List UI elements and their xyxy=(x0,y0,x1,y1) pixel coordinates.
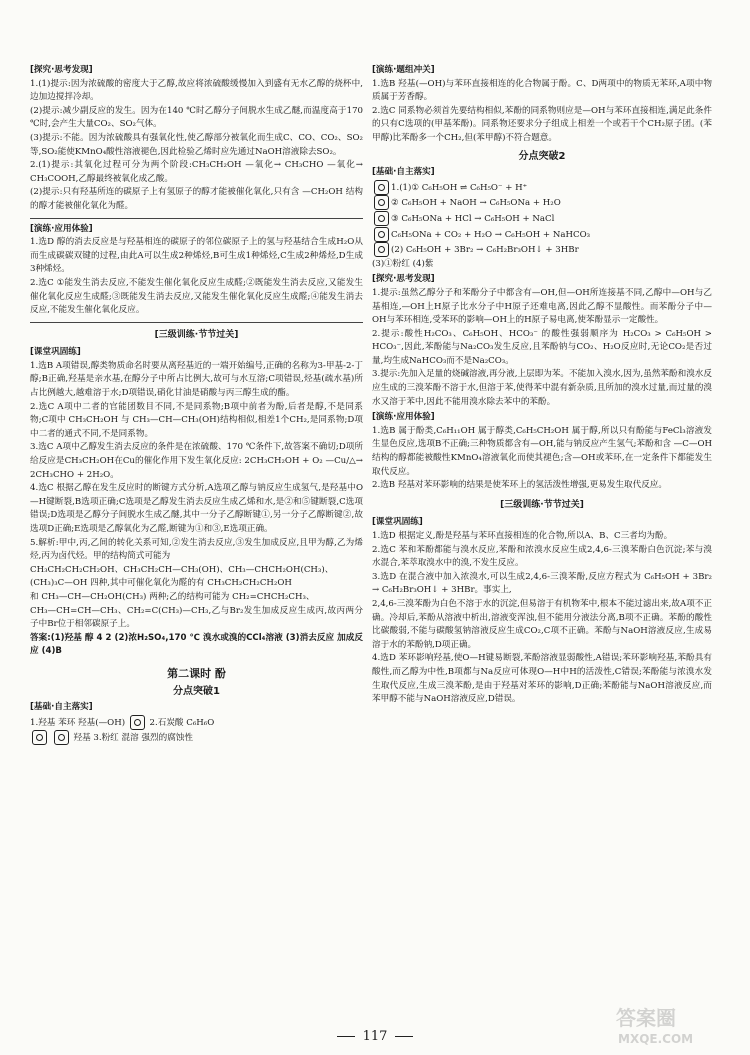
equation-text: ③ C₆H₅ONa + HCl → C₆H₅OH + NaCl xyxy=(391,213,555,224)
section-heading: [探究·思考发现] xyxy=(372,274,435,285)
equation-line xyxy=(372,242,712,258)
section-heading: [演练·题组冲关] xyxy=(372,65,435,75)
paragraph: (2)提示:只有羟基所连的碳原子上有氢原子的醇才能被催化氧化,只有含 —CH₂OH 结构的醇才能被催化氧化为醛。 xyxy=(30,187,363,211)
lesson-title: 第二课时 酚 xyxy=(167,666,226,680)
equation-line xyxy=(372,227,712,243)
page-number-dash xyxy=(337,1036,355,1037)
paragraph: 4.选C 根据乙醇在发生反应时的断键方式分析,A选项乙醇与钠反应生成氢气,是羟基中O—H键断裂,B选项正确;C选项是乙醇发生消去反应生成乙烯和水,是②和⑤键断裂,C选项错误;D选项是乙醇分子间脱水生成乙醚,其中一分子乙醇断键①,另一分子乙醇断键②,故选项D正确;E选项是乙醇氧化为乙醛,断键为①和③,E选项正确。 xyxy=(30,483,363,534)
answer-row xyxy=(30,715,363,731)
left-column xyxy=(30,62,363,746)
paragraph: 1.提示:虽然乙醇分子和苯酚分子中都含有—OH,但—OH所连接基不同,乙醇中—OH与乙基相连,—OH上H原子比水分子中H原子还难电离,因此乙醇不显酸性。而苯酚分子中—OH与苯环相连,受苯环的影响—OH上的H原子易电离,使苯酚显示一定酸性。 xyxy=(372,287,712,326)
answer-line: (3)①粉红 (4)紫 xyxy=(372,258,434,269)
subsection-title: 分点突破1 xyxy=(173,685,220,697)
subsection-title: 分点突破2 xyxy=(518,150,566,162)
paragraph: (2)提示:减少副反应的发生。因为在140 ℃时乙醇分子间脱水生成乙醚,而温度高于170 ℃时,会产生大量CO₂、SO₂气体。 xyxy=(30,105,363,130)
section-heading: [课堂巩固练] xyxy=(372,517,423,528)
formula-line: CH₃CH₂CH₂CH₂OH、CH₃CH₂CH—CH₃(OH)、CH₃—CHCH₂OH(CH₃)、 xyxy=(30,564,334,575)
answer-line: 答案:(1)羟基 醇 4 2 (2)浓H₂SO₄,170 ℃ 溴水或溴的CCl₄溶液 (3)消去反应 加成反应 (4)B xyxy=(30,632,363,657)
paragraph: 1.选D 醇的消去反应是与羟基相连的碳原子的邻位碳原子上的氢与羟基结合生成H₂O从而生成碳碳双键的过程,由此A可以生成2种烯烃,B可生成1种烯烃,C生成2种烯烃,D生成3种烯烃。 xyxy=(30,237,363,275)
divider xyxy=(30,322,363,323)
answer-row xyxy=(30,730,363,746)
section-title: [三级训练·节节过关] xyxy=(500,499,584,510)
paragraph: 2.选C ①能发生消去反应,不能发生催化氧化反应生成醛;②既能发生消去反应,又能发生催化氧化反应生成醛;③既能发生消去反应,又能发生催化氧化反应生成醛;④能发生消去反应,不能发生催化氧化反应。 xyxy=(30,277,363,316)
formula-line: CH₃—CH=CH—CH₃、CH₂=C(CH₃)—CH₃,乙与Br₂发生加成反应生成丙,故丙两分子中Br位于相邻碳原子上。 xyxy=(30,605,363,630)
paragraph: 1.选B 羟基(—OH)与苯环直接相连的化合物属于酚。C、D两项中的物质无苯环,A项中物质属于芳香醇。 xyxy=(372,78,712,103)
equation-line xyxy=(372,180,712,196)
paragraph: 2.(1)提示:其氧化过程可分为两个阶段:CH₃CH₂OH —氧化→ CH₃CHO —氧化→ CH₃COOH,乙醇最终被氧化成乙酸。 xyxy=(30,160,363,184)
paragraph: 1.选D 根据定义,酚是羟基与苯环直接相连的化合物,所以A、B、C三者均为酚。 xyxy=(372,531,673,541)
benzene-ring-icon xyxy=(374,242,389,257)
paragraph: (3)提示:不能。因为浓硫酸具有强氧化性,使乙醇部分被氧化而生成C、CO、CO₂、SO₂等,SO₂能使KMnO₄酸性溶液褪色,因此检验乙烯时应先通过NaOH溶液除去SO₂。 xyxy=(30,132,363,157)
section-heading: [基础·自主落实] xyxy=(30,702,93,713)
equation-line xyxy=(372,195,712,211)
equation-text: C₆H₅ONa + CO₂ + H₂O → C₆H₅OH + NaHCO₃ xyxy=(391,229,591,240)
paragraph: 3.选C A项中乙醇发生消去反应的条件是在浓硫酸、170 ℃条件下,故答案不确切;D项所给反应是CH₃CH₂OH在Cu的催化作用下发生氧化反应: 2CH₃CH₂OH + O₂ —Cu/△→ 2CH₃CHO + 2H₂O。 xyxy=(30,442,363,480)
benzene-ring-icon xyxy=(374,195,389,210)
formula-line: 和 CH₃—CH—CH₂OH(CH₃) 两种;乙的结构可能为 CH₂=CHCH₂CH₃、 xyxy=(30,591,315,602)
paragraph: 2,4,6-三溴苯酚为白色不溶于水的沉淀,但易溶于有机物苯中,根本不能过滤出来,故A项不正确。冷却后,苯酚从溶液中析出,溶液变浑浊,但不能用分液法分离,B项不正确。苯酚的酸性比碳酸弱,不能与碳酸氢钠溶液反应生成CO₂,C项不正确。苯酚与NaOH溶液反应,生成易溶于水的苯酚钠,D项正确。 xyxy=(372,598,712,650)
paragraph: 2.选B 羟基对苯环影响的结果是使苯环上的氢活泼性增强,更易发生取代反应。 xyxy=(372,480,667,491)
phenol-structure-icon xyxy=(54,730,69,745)
equation-text: 1.(1)① C₆H₅OH ⇌ C₆H₅O⁻ + H⁺ xyxy=(391,182,528,193)
answer-text: 羟基 3.粉红 混溶 强烈的腐蚀性 xyxy=(73,733,193,744)
section-heading: [探究·思考发现] xyxy=(30,65,93,75)
paragraph: 3.提示:先加入足量的烧碱溶液,再分液,上层即为苯。不能加入溴水,因为,虽然苯酚和溴水反应生成的三溴苯酚不溶于水,但溶于苯,使得苯中混有新杂质,且所加的溴水过量,而过量的溴水又溶于苯中,因此不能用溴水除去苯中的苯酚。 xyxy=(372,369,712,407)
phenol-structure-icon xyxy=(32,730,47,745)
section-heading: [课堂巩固练] xyxy=(30,347,81,358)
phenol-structure-icon xyxy=(130,715,145,730)
equation-line xyxy=(372,211,712,227)
equation-text: ② C₆H₅OH + NaOH → C₆H₅ONa + H₂O xyxy=(391,198,561,209)
section-heading: [演练·应用体验] xyxy=(372,412,435,423)
paragraph: 1.选B 属于酚类,C₆H₁₁OH 属于醇类,C₆H₅CH₂OH 属于醇,所以只有酚能与FeCl₃溶液发生显色反应,选项B不正确;三种物质都含有—OH,能与钠反应产生氢气;苯酚和含 —C—OH 结构的醇都能被酸性KMnO₄溶液氧化而使其褪色;含—OH或苯环,在一定条件下都能发生取代反应。 xyxy=(372,425,712,477)
answer-text: 1.羟基 苯环 羟基(—OH) xyxy=(30,717,126,728)
section-heading: [演练·应用体验] xyxy=(30,223,93,234)
paragraph: 1.(1)提示:因为浓硫酸的密度大于乙醇,故应将浓硫酸缓慢加入到盛有无水乙醇的烧杯中,边加边搅拌冷却。 xyxy=(30,78,363,103)
page-number-dash xyxy=(395,1036,413,1037)
paragraph: 5.解析:甲中,丙,乙间的转化关系可知,②发生消去反应,③发生加成反应,且甲为醇,乙为烯烃,丙为卤代烃。甲的结构简式可能为 xyxy=(30,537,363,562)
equation-text: (2) C₆H₅OH + 3Br₂ → C₆H₂Br₃OH↓ + 3HBr xyxy=(391,245,579,256)
formula-line: (CH₃)₃C—OH 四种,其中可催化氧化为醛的有 CH₃CH₂CH₂CH₂OH xyxy=(30,578,292,589)
paragraph: 2.提示:酸性H₂CO₃、C₆H₅OH、HCO₃⁻ 的酸性强弱顺序为 H₂CO₃ > C₆H₅OH > HCO₃⁻,因此,苯酚能与Na₂CO₃发生反应,且苯酚钠与CO₂、H₂O反应时,无论CO₂是否过量,均生成NaHCO₃而不是Na₂CO₃。 xyxy=(372,328,712,366)
watermark-text: 答案圈 xyxy=(616,1006,676,1030)
paragraph: 4.选D 苯环影响羟基,使O—H键易断裂,苯酚溶液显弱酸性,A错误;苯环影响羟基,苯酚具有酸性,而乙醇为中性,B项都与Na反应可体现O—H中H的活泼性,C错误;苯酚能与浓溴水发生取代反应,生成三溴苯酚,是由于羟基对苯环的影响,D正确;苯酚能与NaOH溶液反应,而苯甲醇不能与NaOH溶液反应,D错误。 xyxy=(372,653,712,705)
page-number-text: 117 xyxy=(362,1029,388,1044)
paragraph: 1.选B A项错误,醇类物质命名时要从离羟基近的一端开始编号,正确的名称为3-甲基-2-丁醇;B正确,羟基是亲水基,在醇分子中所占比例大,故可与水互溶;C项错误,烃基(疏水基)所占比例越大,越难溶于水;D项错误,硝化甘油是硝酸与丙三醇生成的酯。 xyxy=(30,360,363,399)
right-column xyxy=(372,62,712,707)
benzene-ring-icon xyxy=(374,211,389,226)
paragraph: 2.选C A项中二者的官能团数目不同,不是同系物;B项中前者为酚,后者是醇,不是同系物;C项中 CH₃CH₂OH 与 CH₃—CH—CH₃(OH)结构相似,相差1个CH₂,是同系物;D项中二者的通式不同,不是同系物。 xyxy=(30,401,363,439)
watermark-logo xyxy=(612,1003,732,1047)
section-heading: [基础·自主落实] xyxy=(372,167,435,178)
benzene-ring-icon xyxy=(374,180,389,195)
paragraph: 2.选C 苯和苯酚都能与溴水反应,苯酚和浓溴水反应生成2,4,6-三溴苯酚白色沉淀;苯与溴水混合,苯萃取溴水中的溴,不发生反应。 xyxy=(372,544,712,569)
paragraph: 2.选C 同系物必须首先要结构相似,苯酚的同系物则应是—OH与苯环直接相连,满足此条件的只有C选项的(甲基苯酚)。同系物还要求分子组成上相差一个或若干个CH₂原子团。(苯甲醇)比苯酚多一个CH₂,但(苯甲醇)不符合题意。 xyxy=(372,105,712,143)
divider xyxy=(30,218,363,219)
watermark-graphic xyxy=(612,1003,732,1047)
watermark-url: MXQE.COM xyxy=(618,1032,694,1046)
benzene-ring-icon xyxy=(374,227,389,242)
answer-text: 2.石炭酸 C₆H₆O xyxy=(149,717,215,728)
paragraph: 3.选D 在混合液中加入浓溴水,可以生成2,4,6-三溴苯酚,反应方程式为 C₆H₅OH + 3Br₂ → C₆H₂Br₃OH↓ + 3HBr。事实上, xyxy=(372,571,712,596)
section-title: [三级训练·节节过关] xyxy=(154,329,239,340)
